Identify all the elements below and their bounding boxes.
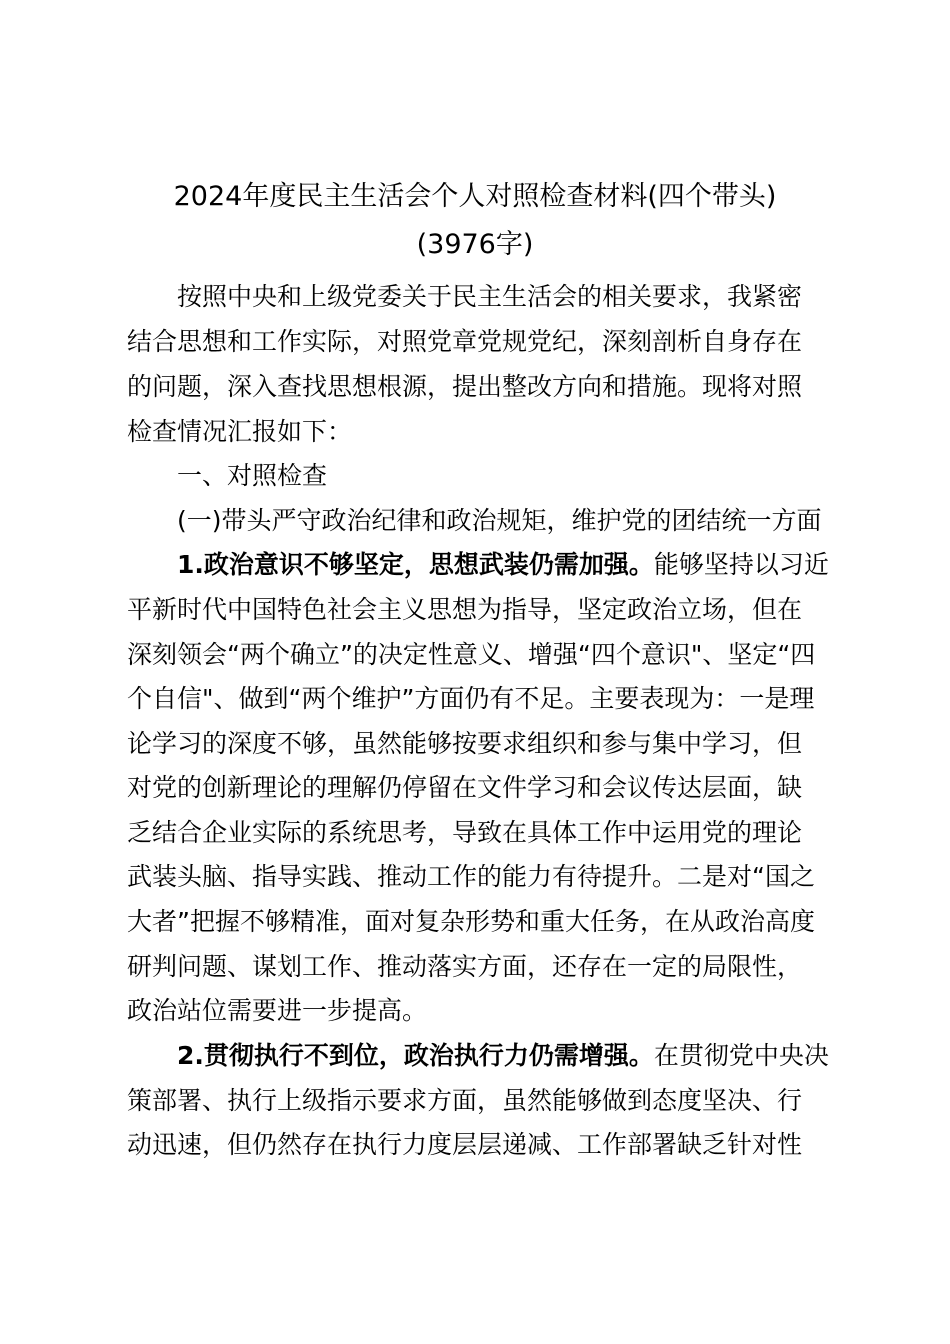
point1-line: 研判问题、谋划工作、推动落实方面，还存在一定的局限性， (127, 952, 803, 981)
point2-text: 在贯彻党中央决 (653, 1041, 829, 1070)
intro-line: 的问题，深入查找思想根源，提出整改方向和措施。现将对照 (127, 372, 803, 401)
point1-first-line (177, 548, 887, 582)
point1-heading: 1.政治意识不够坚定，思想武装仍需加强。 (177, 550, 654, 579)
point1-line: 乏结合企业实际的系统思考，导致在具体工作中运用党的理论 (127, 818, 803, 847)
point2-line: 动迅速，但仍然存在执行力度层层递减、工作部署缺乏针对性 (127, 1130, 803, 1159)
point2-line: 策部署、执行上级指示要求方面，虽然能够做到态度坚决、行 (127, 1086, 803, 1115)
point1-line: 政治站位需要进一步提高。 (127, 996, 428, 1025)
point1-text: 能够坚持以习近 (653, 550, 829, 579)
point1-line: 武装头脑、指导实践、推动工作的能力有待提升。二是对“国之 (127, 862, 815, 891)
point2-heading: 2.贯彻执行不到位，政治执行力仍需增强。 (177, 1041, 654, 1070)
subsection-heading: (一)带头严守政治纪律和政治规矩，维护党的团结统一方面 (177, 506, 822, 535)
point1-line: 个自信"、做到“两个维护”方面仍有不足。主要表现为：一是理 (127, 684, 815, 713)
point1-line: 对党的创新理论的理解仍停留在文件学习和会议传达层面，缺 (127, 773, 803, 802)
point1-line: 大者”把握不够精准，面对复杂形势和重大任务，在从政治高度 (127, 907, 815, 936)
intro-line: 结合思想和工作实际，对照党章党规党纪，深刻剖析自身存在 (127, 327, 803, 356)
point1-line: 平新时代中国特色社会主义思想为指导，坚定政治立场，但在 (127, 595, 803, 624)
section-heading: 一、对照检查 (177, 461, 328, 490)
document-title-line2: (3976字) (416, 229, 534, 260)
document-title-line1: 2024年度民主生活会个人对照检查材料(四个带头) (173, 181, 777, 212)
point1-line: 深刻领会“两个确立”的决定性意义、增强“四个意识"、坚定“四 (127, 640, 816, 669)
intro-line: 按照中央和上级党委关于民主生活会的相关要求，我紧密 (177, 282, 803, 311)
point1-line: 论学习的深度不够，虽然能够按要求组织和参与集中学习，但 (127, 729, 803, 758)
intro-line: 检查情况汇报如下： (127, 417, 353, 446)
point2-first-line (177, 1039, 887, 1073)
